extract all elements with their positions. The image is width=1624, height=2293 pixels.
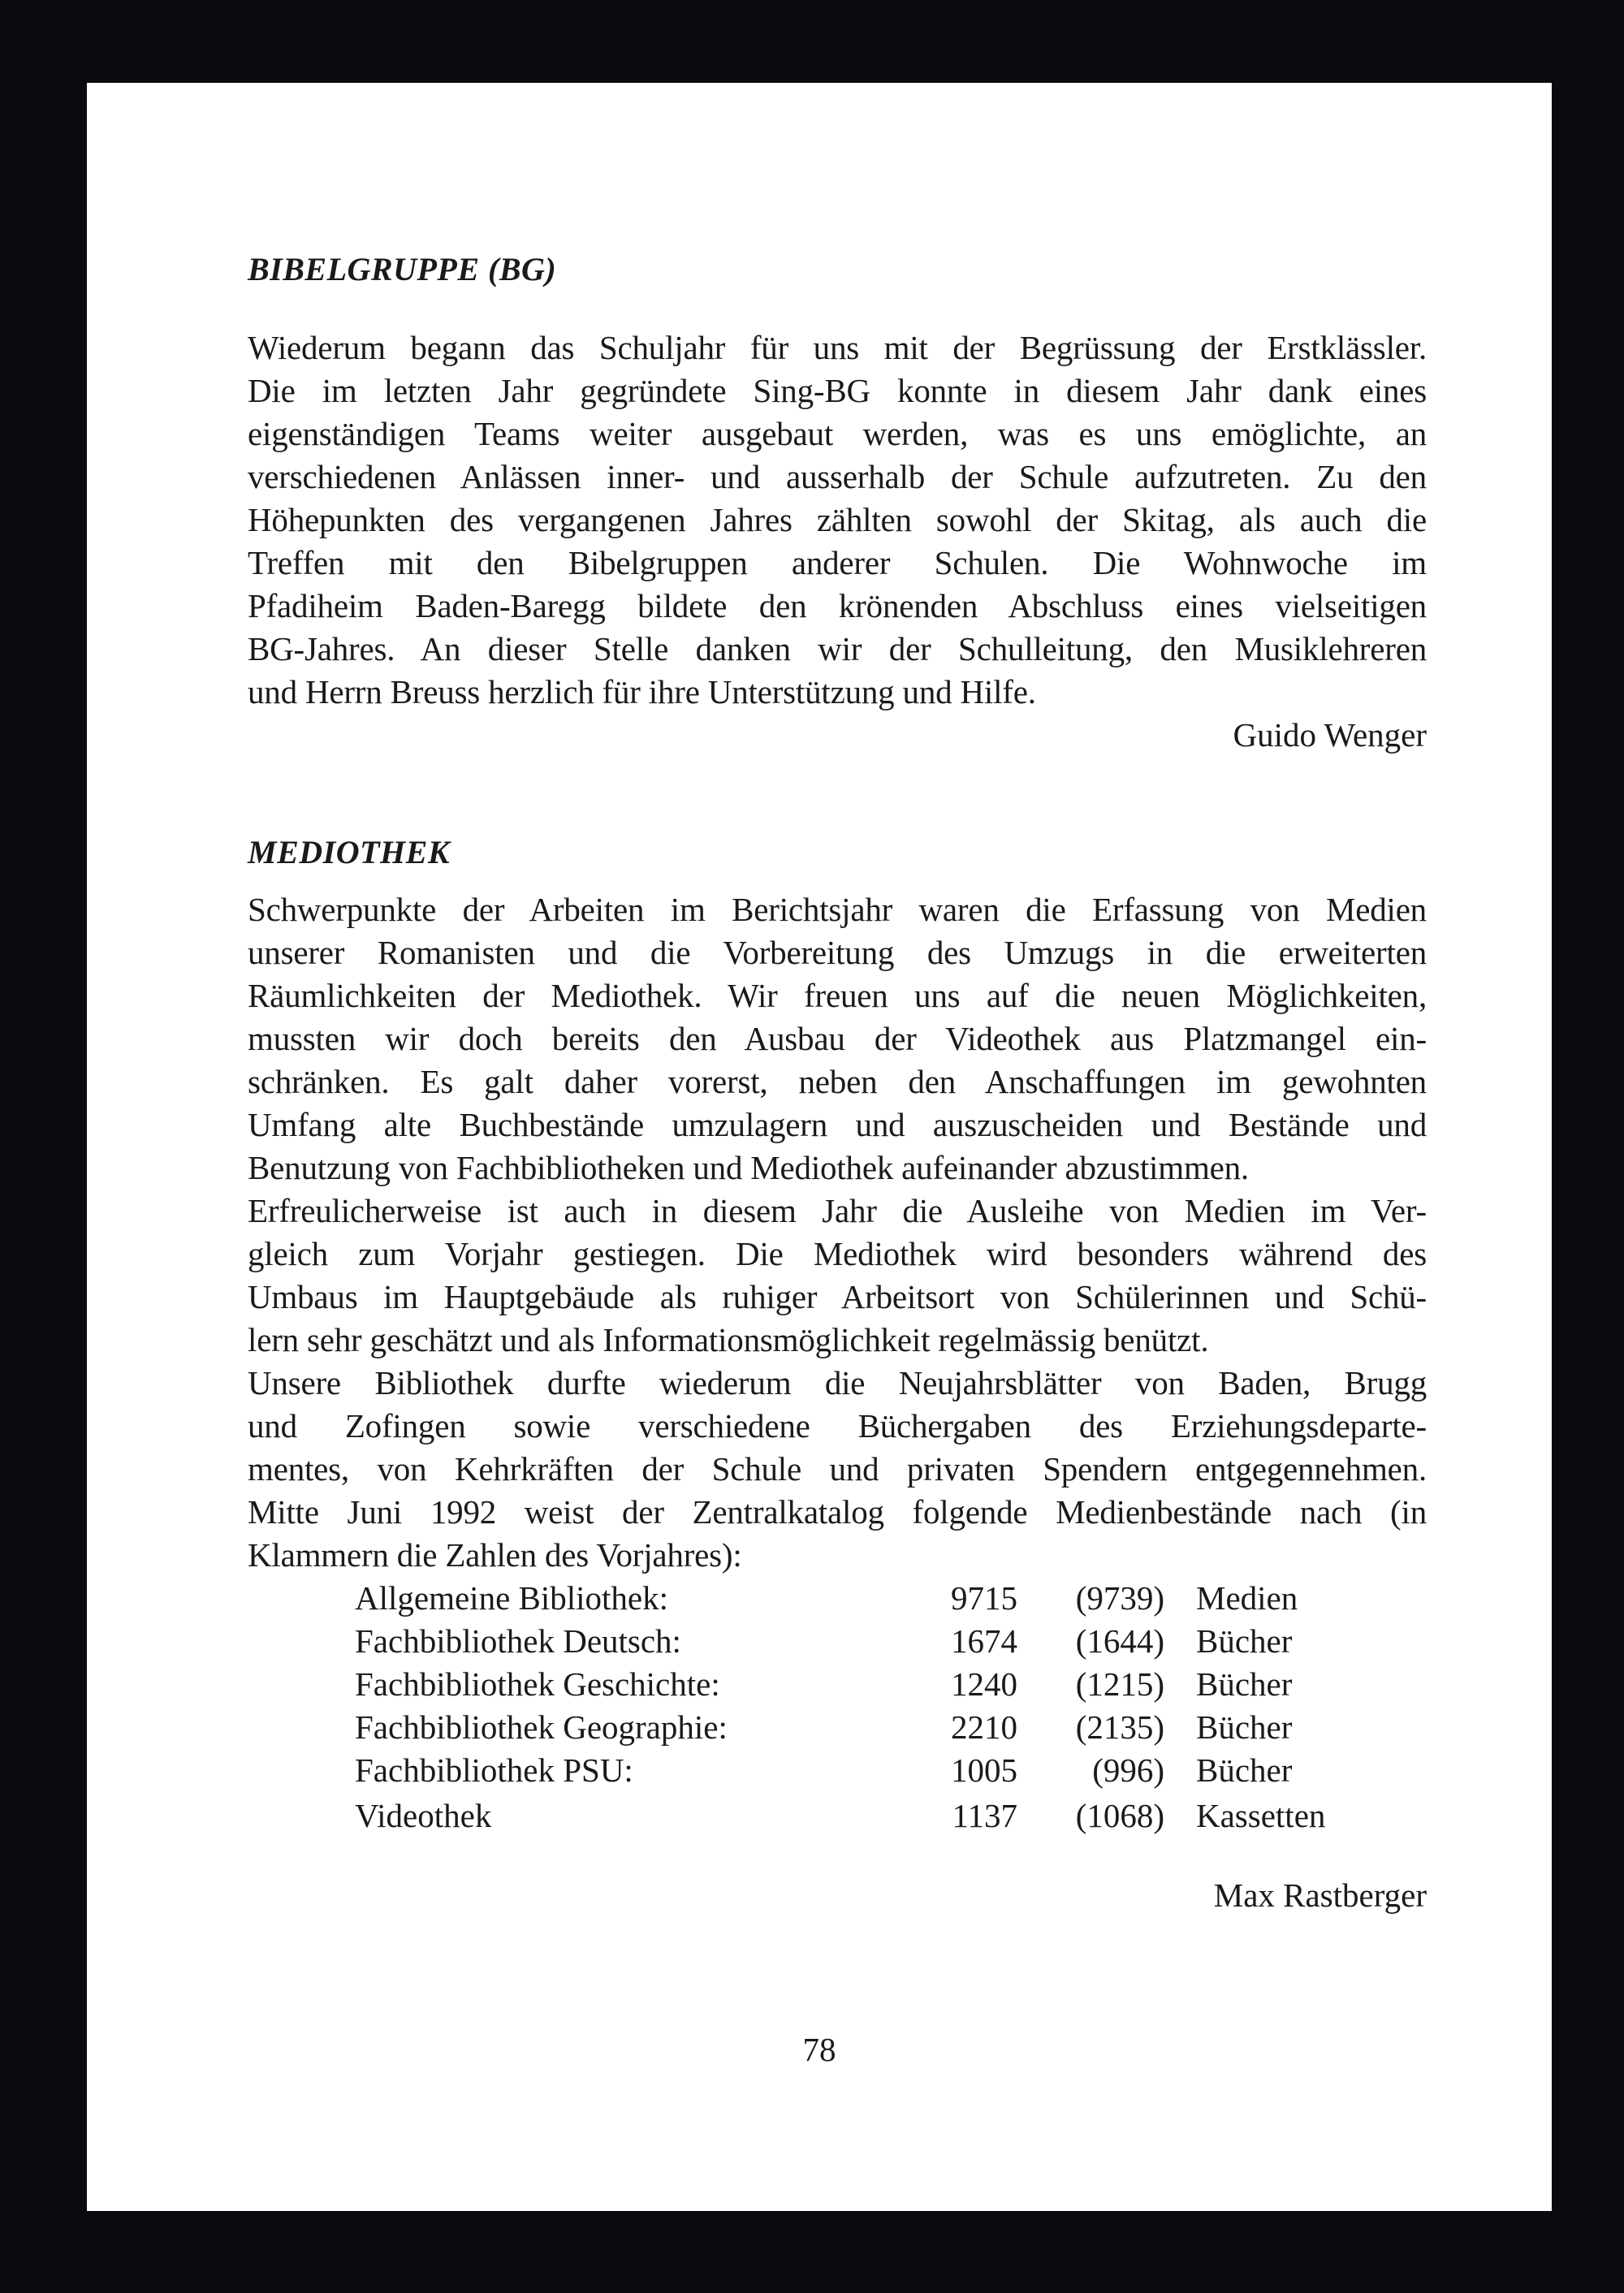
table-cell-unit: Bücher [1196,1622,1293,1660]
table-cell-label: Fachbibliothek PSU: [355,1751,633,1789]
paragraph-line: Pfadiheim Baden-Baregg bildete den krönenden Abschluss eines vielseitigen [248,587,1427,624]
paragraph-line: Umbaus im Hauptgebäude als ruhiger Arbeitsort von Schülerinnen und Schü- [248,1278,1427,1315]
paragraph-line: gleich zum Vorjahr gestiegen. Die Mediothek wird besonders während des [248,1235,1427,1272]
table-cell-label: Videothek [355,1797,492,1834]
section-heading-mediothek: MEDIOTHEK [248,834,450,870]
paragraph-line: Treffen mit den Bibelgruppen anderer Schulen. Die Wohnwoche im [248,544,1427,581]
table-cell-unit: Medien [1196,1579,1298,1617]
paragraph-line: und Zofingen sowie verschiedene Büchergaben des Erziehungsdeparte- [248,1407,1427,1444]
table-cell-previous: (1215) [1075,1665,1164,1703]
paragraph-line: mentes, von Kehrkräften der Schule und privaten Spendern entgegennehmen. [248,1450,1427,1488]
paragraph-line: Umfang alte Buchbestände umzulagern und auszuscheiden und Bestände und [248,1106,1427,1143]
table-cell-previous: (2135) [1075,1708,1164,1746]
table-cell-label: Fachbibliothek Deutsch: [355,1622,681,1660]
table-cell-unit: Kassetten [1196,1797,1326,1834]
paragraph-line: BG-Jahres. An dieser Stelle danken wir der Schulleitung, den Musiklehreren [248,630,1427,667]
paragraph-line: Unsere Bibliothek durfte wiederum die Neujahrsblätter von Baden, Brugg [248,1364,1427,1401]
table-row [248,1666,1427,1702]
paragraph-line: mussten wir doch bereits den Ausbau der Videothek aus Platzmangel ein- [248,1020,1427,1057]
paragraph-line: Benutzung von Fachbibliotheken und Mediothek aufeinander abzustimmen. [248,1149,1249,1186]
table-row [248,1580,1427,1616]
paragraph-line: Klammern die Zahlen des Vorjahres): [248,1536,742,1574]
table-cell-previous: (1644) [1075,1622,1164,1660]
table-cell-label: Allgemeine Bibliothek: [355,1579,669,1617]
table-cell-current: 1674 [951,1622,1017,1660]
table-row [248,1752,1427,1788]
paragraph-line: eigenständigen Teams weiter ausgebaut werden, was es uns emöglichte, an [248,415,1427,452]
table-row [248,1709,1427,1745]
section-heading-bibelgruppe: BIBELGRUPPE (BG) [248,251,557,287]
table-cell-unit: Bücher [1196,1665,1293,1703]
table-cell-previous: (9739) [1075,1579,1164,1617]
table-cell-current: 9715 [951,1579,1017,1617]
paragraph-line: Höhepunkten des vergangenen Jahres zählten sowohl der Skitag, als auch die [248,501,1427,538]
table-cell-current: 1240 [951,1665,1017,1703]
table-cell-label: Fachbibliothek Geographie: [355,1708,728,1746]
paragraph-line: Wiederum begann das Schuljahr für uns mit der Begrüssung der Erstklässler. [248,329,1427,366]
paragraph-line: lern sehr geschätzt und als Informationsmöglichkeit regelmässig benützt. [248,1321,1209,1358]
table-row [248,1798,1427,1833]
paragraph-line: und Herrn Breuss herzlich für ihre Unterstützung und Hilfe. [248,673,1036,710]
table-cell-label: Fachbibliothek Geschichte: [355,1665,720,1703]
paragraph-line: schränken. Es galt daher vorerst, neben den Anschaffungen im gewohnten [248,1063,1427,1100]
table-cell-current: 1005 [951,1751,1017,1789]
author-signature: Guido Wenger [1233,716,1427,754]
paragraph-line: Schwerpunkte der Arbeiten im Berichtsjahr waren die Erfassung von Medien [248,891,1427,928]
paragraph-line: Mitte Juni 1992 weist der Zentralkatalog folgende Medienbestände nach (in [248,1493,1427,1531]
author-signature: Max Rastberger [1213,1876,1427,1914]
table-row [248,1623,1427,1659]
table-cell-unit: Bücher [1196,1751,1293,1789]
table-cell-previous: (996) [1092,1751,1164,1789]
paragraph-line: Räumlichkeiten der Mediothek. Wir freuen uns auf die neuen Möglichkeiten, [248,977,1427,1014]
paragraph-line: Die im letzten Jahr gegründete Sing-BG konnte in diesem Jahr dank eines [248,372,1427,409]
table-cell-current: 1137 [952,1797,1017,1834]
table-cell-previous: (1068) [1075,1797,1164,1834]
page-number: 78 [802,2031,836,2068]
document-page [87,83,1552,2211]
table-cell-current: 2210 [951,1708,1017,1746]
table-cell-unit: Bücher [1196,1708,1293,1746]
paragraph-line: Erfreulicherweise ist auch in diesem Jahr die Ausleihe von Medien im Ver- [248,1192,1427,1229]
paragraph-line: unserer Romanisten und die Vorbereitung des Umzugs in die erweiterten [248,934,1427,971]
paragraph-line: verschiedenen Anlässen inner- und ausserhalb der Schule aufzutreten. Zu den [248,458,1427,495]
